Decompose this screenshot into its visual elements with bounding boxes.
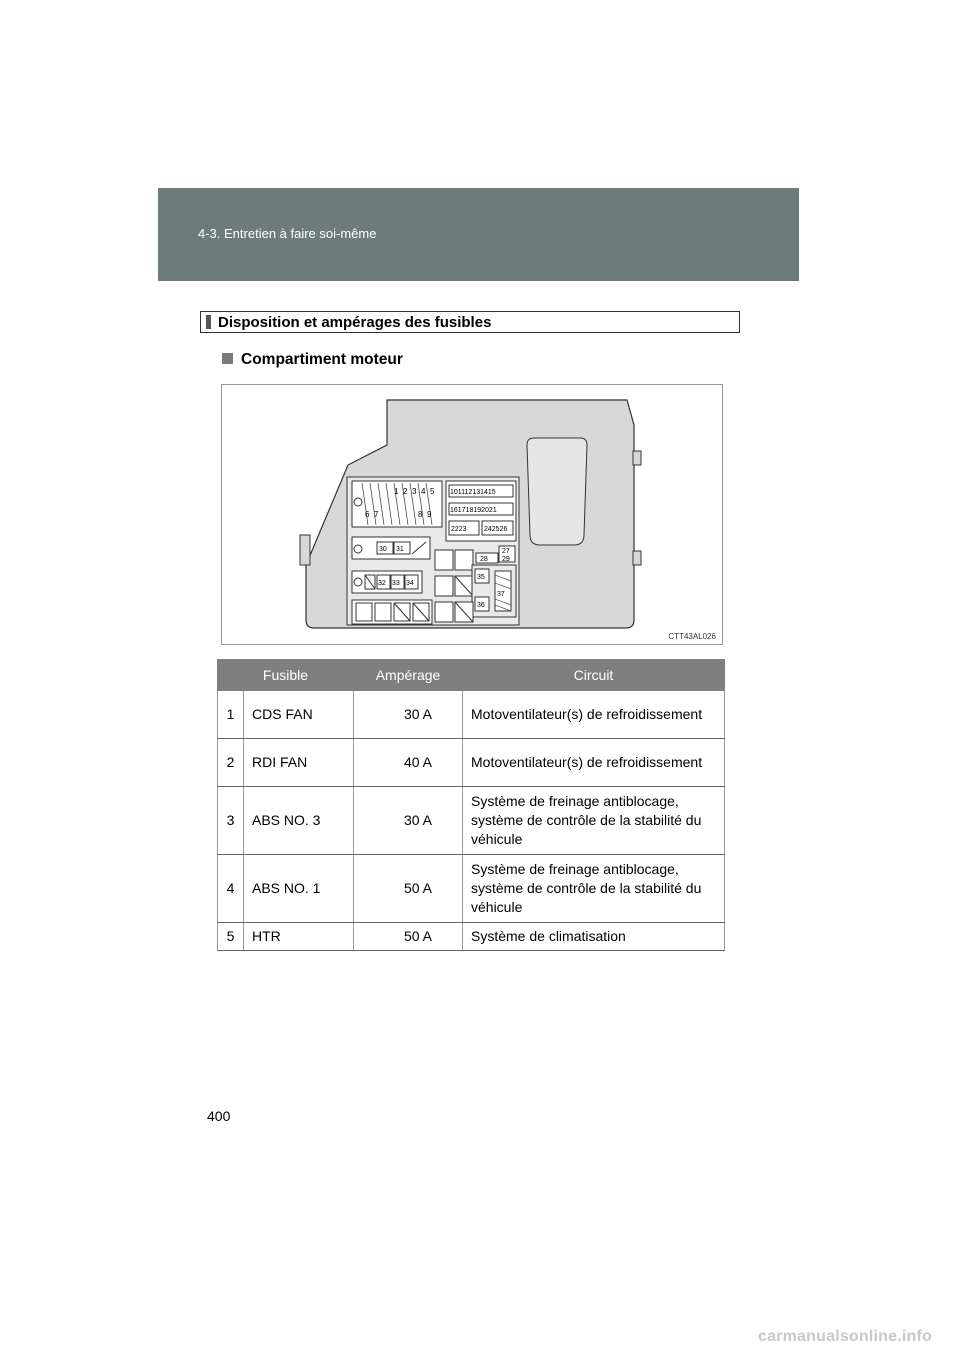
fuse-number: 3 (218, 787, 244, 855)
page-number: 400 (207, 1108, 231, 1124)
fuse-amperage: 30 A (354, 691, 463, 739)
fuse-circuit: Système de climatisation (463, 923, 725, 951)
table-row (218, 739, 725, 787)
fuse-label: 242526 (484, 526, 508, 533)
fuse-label: 9 (427, 510, 432, 519)
fuse-label: 27 (502, 548, 510, 555)
fuse-box-diagram (222, 385, 722, 644)
subheading (222, 351, 403, 369)
section-heading-box (200, 311, 740, 333)
fuse-name: ABS NO. 3 (244, 787, 354, 855)
column-header-circuit: Circuit (463, 660, 725, 691)
fuse-number: 4 (218, 855, 244, 923)
fuse-label: 30 (379, 546, 387, 553)
table-row (218, 787, 725, 855)
table-row (218, 691, 725, 739)
fuse-label: 8 (418, 510, 423, 519)
fuse-label: 29 (502, 556, 510, 563)
figure-code: CTT43AL026 (668, 632, 716, 641)
fuse-label: 6 (365, 510, 370, 519)
fuse-label: 101112131415 (450, 489, 496, 496)
fuse-label: 7 (374, 510, 379, 519)
fuse-label: 2 (403, 487, 408, 496)
fuse-amperage: 50 A (354, 923, 463, 951)
column-header-amperage: Ampérage (354, 660, 463, 691)
fuse-number: 5 (218, 923, 244, 951)
section-heading: Disposition et ampérages des fusibles (218, 314, 492, 331)
subheading-text: Compartiment moteur (241, 351, 403, 368)
fuse-label: 161718192021 (450, 507, 497, 514)
fuse-label: 32 (378, 580, 386, 587)
heading-marker (206, 315, 211, 329)
fuse-name: HTR (244, 923, 354, 951)
fuse-label: 37 (497, 591, 505, 598)
fuse-label: 5 (430, 487, 435, 496)
section-title: 4-3. Entretien à faire soi-même (198, 226, 377, 241)
column-header-fuse: Fusible (218, 660, 354, 691)
watermark: carmanualsonline.info (758, 1328, 933, 1345)
fuse-amperage: 40 A (354, 739, 463, 787)
fuse-label: 4 (421, 487, 426, 496)
fuse-label: 1 (394, 487, 399, 496)
fuse-label: 31 (396, 546, 404, 553)
fuse-name: RDI FAN (244, 739, 354, 787)
fuse-label: 33 (392, 580, 400, 587)
fuse-name: CDS FAN (244, 691, 354, 739)
table-row (218, 923, 725, 951)
fuse-label: 34 (406, 580, 414, 587)
fuse-amperage: 30 A (354, 787, 463, 855)
fuse-circuit: Motoventilateur(s) de refroidissement (463, 739, 725, 787)
fuse-circuit: Système de freinage antiblocage, système de contrôle de la stabilité du véhicule (463, 787, 725, 855)
chapter-header (158, 188, 799, 281)
fuse-name: ABS NO. 1 (244, 855, 354, 923)
fuse-circuit: Motoventilateur(s) de refroidissement (463, 691, 725, 739)
fuse-label: 3 (412, 487, 417, 496)
fuse-label: 28 (480, 556, 488, 563)
fuse-table (217, 659, 725, 951)
fuse-amperage: 50 A (354, 855, 463, 923)
fuse-number: 2 (218, 739, 244, 787)
fuse-label: 2223 (451, 526, 467, 533)
square-bullet-icon (222, 353, 233, 364)
fuse-circuit: Système de freinage antiblocage, système de contrôle de la stabilité du véhicule (463, 855, 725, 923)
fuse-label: 36 (477, 602, 485, 609)
table-row (218, 855, 725, 923)
fuse-box-figure (221, 384, 723, 645)
fuse-label: 35 (477, 574, 485, 581)
fuse-number: 1 (218, 691, 244, 739)
table-header-row (218, 660, 725, 691)
